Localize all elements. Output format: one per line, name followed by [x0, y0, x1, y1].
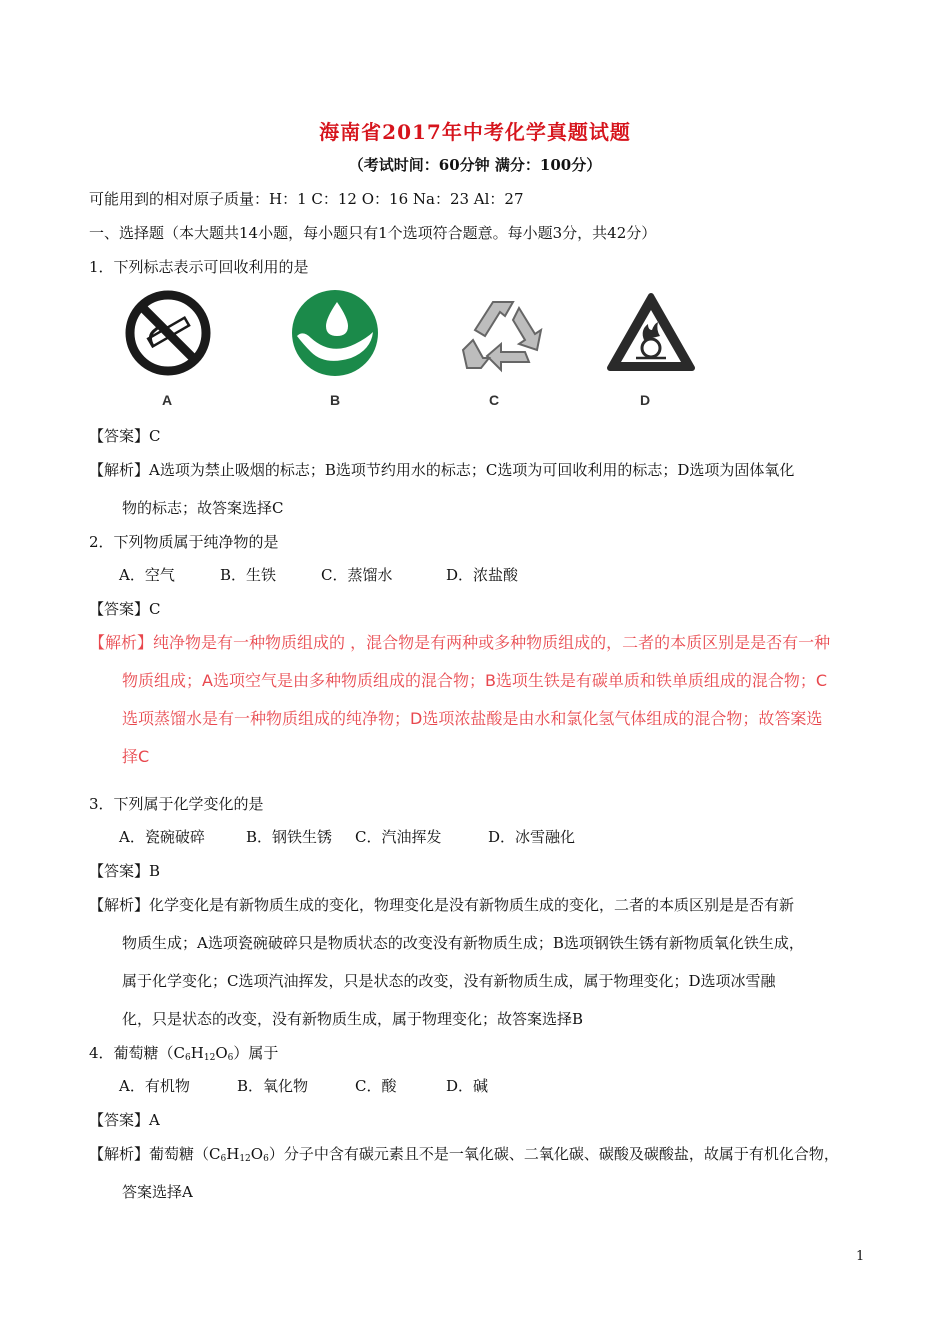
q4-answer: 【答案】A [89, 1111, 160, 1129]
q2-option-c: C．蒸馏水 [321, 566, 393, 584]
water-saving-sign-icon [285, 288, 385, 380]
q2-analysis-line3: 选项蒸馏水是有一种物质组成的纯净物；D选项浓盐酸是由水和氯化氢气体组成的混合物；故答案选 [122, 709, 823, 728]
q1-answer: 【答案】C [89, 427, 161, 445]
q2-option-d: D．浓盐酸 [446, 566, 519, 584]
q2-analysis-line4: 择C [122, 747, 150, 766]
page-number: 1 [856, 1249, 865, 1264]
q1-label-a: A [162, 392, 173, 408]
q2-stem: 2．下列物质属于纯净物的是 [89, 533, 279, 551]
q3-analysis-line4: 化，只是状态的改变，没有新物质生成，属于物理变化；故答案选择B [122, 1010, 584, 1028]
q4-stem: 4．葡萄糖$(C_6H_{12}O_6)$属于 [89, 1044, 279, 1063]
q2-analysis-line2: 物质组成；A选项空气是由多种物质组成的混合物；B选项生铁是有碳单质和铁单质组成的混合物；C [122, 671, 828, 690]
q2-option-a: A．空气 [119, 566, 175, 584]
q2-analysis-line1: 【解析】纯净物是有一种物质组成的 ，混合物是有两种或多种物质组成的，二者的本质区别是是否有一种 [89, 633, 831, 652]
exam-info: （考试时间：60分钟 满分：100分） [348, 156, 602, 174]
q3-analysis-line1: 【解析】化学变化是有新物质生成的变化，物理变化是没有新物质生成的变化，二者的本质区别是是否有新 [89, 896, 795, 914]
q4-option-a: A．有机物 [119, 1077, 190, 1095]
atomic-masses: 可能用到的相对原子质量：H：1 C：12 O：16 Na：23 Al：27 [89, 190, 524, 208]
q1-label-b: B [330, 392, 341, 408]
q4-option-b: B．氧化物 [237, 1077, 309, 1095]
q4-option-c: C．酸 [355, 1077, 397, 1095]
q1-label-c: C [489, 392, 500, 408]
q3-option-d: D．冰雪融化 [488, 828, 576, 846]
section-heading: 一、选择题（本大题共14小题，每小题只有1个选项符合题意。每小题3分，共42分） [89, 224, 657, 242]
recycling-sign-icon [455, 292, 551, 378]
page-title: 海南省2017年中考化学真题试题 [319, 120, 631, 144]
q1-analysis-line2: 物的标志；故答案选择C [122, 499, 284, 517]
q3-analysis-line2: 物质生成；A选项瓷碗破碎只是物质状态的改变没有新物质生成；B选项钢铁生锈有新物质氧化铁生成， [122, 934, 804, 952]
q4-analysis-line2: 答案选择A [122, 1183, 193, 1201]
q4-analysis-line1: 【解析】葡萄糖$(C_6H_{12}O_6)$分子中含有碳元素且不是一氧化碳、二氧化碳、碳酸及碳酸盐，故属于有机化合物， [89, 1145, 839, 1164]
q2-answer: 【答案】C [89, 600, 161, 618]
q3-analysis-line3: 属于化学变化；C选项汽油挥发，只是状态的改变，没有新物质生成，属于物理变化；D选项冰雪融 [122, 972, 776, 990]
q1-label-d: D [640, 392, 651, 408]
q2-option-b: B．生铁 [220, 566, 277, 584]
no-smoking-sign-icon [118, 288, 218, 380]
q3-option-c: C．汽油挥发 [355, 828, 442, 846]
q3-answer: 【答案】B [89, 862, 161, 880]
q1-stem: 1．下列标志表示可回收利用的是 [89, 258, 309, 276]
q3-stem: 3．下列属于化学变化的是 [89, 795, 264, 813]
oxidizer-warning-sign-icon [604, 290, 698, 374]
q1-analysis-line1: 【解析】A选项为禁止吸烟的标志；B选项节约用水的标志；C选项为可回收利用的标志；D选项为固体氧化 [89, 461, 795, 479]
q3-option-b: B．钢铁生锈 [246, 828, 333, 846]
q3-option-a: A．瓷碗破碎 [119, 828, 205, 846]
q4-option-d: D．碱 [446, 1077, 489, 1095]
